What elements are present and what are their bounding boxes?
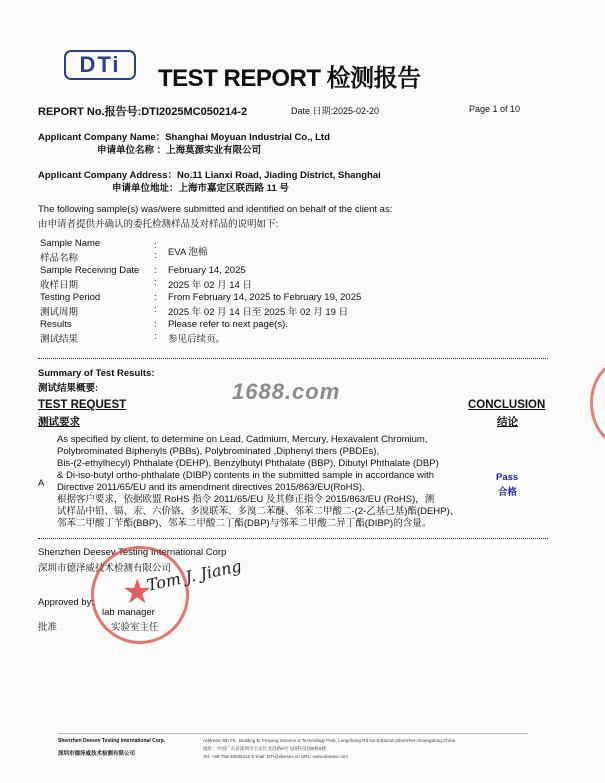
conclusion-heading-cn: 结论 [497, 416, 518, 428]
intro-text-cn: 由申请者提供并确认的委托检测样品及对样品的说明如下: [38, 219, 279, 230]
request-line: As specified by client, to determine on Lead, Cadmium, Mercury, Hexavalent Chromium, [57, 434, 428, 445]
testing-period-label-cn: 测试周期 [40, 307, 79, 318]
item-marker: A [38, 478, 45, 489]
request-line-cn: 试样品中铅、镉、汞、六价铬、多溴联苯、多溴二苯醚、邻苯二甲酸二-(2-乙基己基)酯(DEHP)、 [57, 506, 460, 517]
page-number: Page 1 of 10 [469, 104, 521, 114]
request-line-cn: 根据客户要求，依据欧盟 RoHS 指令 2011/65/EU 及其修正指令 2015/863/EU (RoHS)，测 [57, 494, 435, 505]
applicant-address-value-cn: 上海市嘉定区联西路 11 号 [178, 183, 289, 194]
results-colon: : [154, 319, 157, 330]
summary-title: Summary of Test Results: [38, 368, 155, 379]
test-request-heading-cn: 测试要求 [38, 416, 80, 428]
report-number-label: REPORT No.报告号: [38, 106, 142, 118]
approved-by-label-cn: 批准 [38, 622, 58, 633]
divider [38, 538, 548, 539]
request-line: Bis-(2-ethylhecyl) Phthalate (DEHP), Benzylbutyl Phthalate (BBP), Dibutyl Phthalate (DBP) [57, 458, 439, 469]
sample-name-label-cn: 样品名称 [40, 253, 79, 264]
summary-title-cn: 测试结果概要: [38, 383, 99, 394]
results-value-cn: 参见后续页。 [168, 334, 226, 345]
seal-star-icon: ★ [122, 573, 153, 611]
request-line-cn: 邻苯二甲酸丁苄酯(BBP)、邻苯二甲酸二丁酯(DBP)与邻苯二甲酸二异丁酯(DIBP)的含量。 [57, 518, 432, 529]
testing-period-label: Testing Period [40, 292, 101, 303]
footer-rule [58, 733, 528, 734]
test-request-text [57, 434, 459, 530]
report-number [38, 103, 247, 119]
request-line: Directive 2011/65/EU and its amendment directives 2015/863/EU(RoHS). [57, 482, 365, 493]
edge-seal [590, 360, 605, 446]
testing-period-colon-cn: : [154, 304, 157, 315]
test-request-heading: TEST REQUEST [38, 399, 127, 411]
result-pass: Pass [496, 472, 519, 483]
receiving-date-value: February 14, 2025 [168, 265, 246, 276]
intro-text: The following sample(s) was/were submitted and identified on behalf of the client as: [38, 204, 393, 215]
report-date [291, 104, 379, 117]
request-line: Polybrominated Biphenyls (PBBs), Polybrominated ,Diphenyl thers (PBDEs), [57, 446, 380, 457]
approver-title-cn: 实验室主任 [111, 622, 159, 633]
lab-name-cn: 深圳市德泽威技术检测有限公司 [38, 563, 172, 574]
testing-period-value-cn: 2025 年 02 月 14 日至 2025 年 02 月 19 日 [168, 307, 349, 318]
sample-name-colon-cn: : [154, 250, 157, 261]
footer-company: Shenzhen Deesev Testing International Corp. [58, 738, 166, 744]
applicant-address-value: No.11 Lianxi Road, Jiading District, Shanghai [177, 170, 381, 181]
sample-name-colon: : [154, 240, 157, 251]
footer-address: Address: 6th Flr., Building B, Feiyang Science & Technology Park, Longchang Rd.No.8,Bao'an,Shenzhen,Guangdong,China [203, 738, 456, 743]
applicant-company-label: Applicant Company Name： [38, 132, 166, 143]
signature: Tom J. Jiang [145, 556, 244, 595]
footer-contact: Tel: +86-755-32936116 E-mail: DTI@deesev.cn URL: www.deesev.com [203, 754, 348, 759]
applicant-company [38, 129, 330, 143]
results-colon-cn: : [154, 331, 157, 342]
sample-name-value: EVA 泡棉 [168, 247, 208, 258]
testing-period-value: From February 14, 2025 to February 19, 2025 [168, 292, 362, 303]
applicant-address [38, 167, 381, 181]
applicant-address-label-cn: 申请单位地址： [112, 183, 179, 194]
testing-period-colon: : [154, 292, 157, 303]
report-date-value: 2025-02-20 [333, 106, 380, 116]
applicant-company-cn [97, 142, 261, 156]
sample-name-label: Sample Name [40, 238, 101, 249]
report-number-value: DTI2025MC050214-2 [141, 106, 248, 118]
applicant-company-value-cn: 上海莫源实业有限公司 [166, 145, 262, 156]
footer-address-cn: 地址：中国广东省深圳市宝安区龙昌路8号飞扬科技园B栋6楼 [203, 746, 327, 751]
divider [38, 358, 548, 359]
receiving-date-value-cn: 2025 年 02 月 14 日 [168, 280, 252, 291]
conclusion-heading: CONCLUSION [468, 399, 546, 411]
applicant-address-cn [112, 180, 289, 194]
results-value: Please refer to next page(s). [168, 319, 288, 330]
approved-by-label: Approved by: [38, 597, 94, 608]
applicant-company-label-cn: 申请单位名称 ： [97, 145, 167, 156]
receiving-date-label: Sample Receiving Date [40, 265, 140, 276]
receiving-date-label-cn: 收样日期 [40, 280, 79, 291]
results-label-cn: 测试结果 [40, 334, 79, 345]
applicant-address-label: Applicant Company Address： [38, 170, 178, 181]
lab-name: Shenzhen Deesev Testing International Corp [38, 547, 227, 558]
receiving-date-colon-cn: : [154, 277, 157, 288]
report-date-label: Date 日期: [291, 106, 334, 116]
page-title: TEST REPORT 检测报告 [158, 65, 421, 92]
results-label: Results [40, 319, 72, 330]
result-pass-cn: 合格 [498, 487, 518, 498]
request-line: & Di-iso-butyl ortho-phthalate (DIBP) contents in the submitted sample in accordance with [57, 470, 435, 481]
watermark: 1688.com [232, 379, 341, 404]
receiving-date-colon: : [154, 265, 157, 276]
footer-company-cn: 深圳市德泽威技术检测有限公司 [58, 751, 136, 757]
applicant-company-value: Shanghai Moyuan Industrial Co., Ltd [165, 132, 330, 143]
company-logo: DTi [64, 50, 136, 80]
approver-title: lab manager [102, 607, 155, 618]
